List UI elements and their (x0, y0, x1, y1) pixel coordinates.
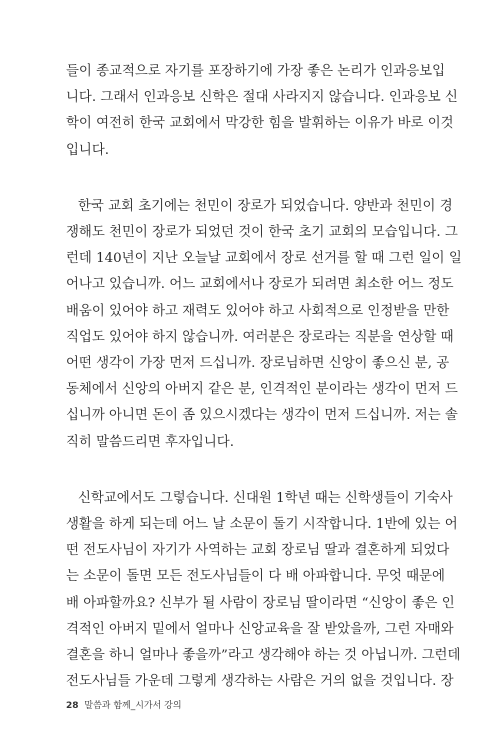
text-line: 직히 말씀드리면 후자입니다. (66, 435, 234, 450)
text-line: 십니까 아니면 돈이 좀 있으시겠다는 생각이 먼저 드십니까. 저는 솔 (66, 408, 458, 423)
text-line: 신학교에서도 그렇습니다. 신대원 1학년 때는 신학생들이 기숙사 (78, 491, 453, 506)
text-line: 쟁해도 천민이 장로가 되었던 것이 한국 초기 교회의 모습입니다. 그 (66, 225, 458, 240)
text-line: 는 소문이 돌면 모든 전도사님들이 다 배 아파합니다. 무엇 때문에 (66, 569, 445, 584)
text-line: 직업도 있어야 하지 않습니까. 여러분은 장로라는 직분을 연상할 때 (66, 330, 454, 345)
text-line: 배 아파할까요? 신부가 될 사람이 장로님 딸이라면 “신앙이 좋은 인 (66, 596, 455, 611)
text-line: 한국 교회 초기에는 천민이 장로가 되었습니다. 양반과 천민이 경 (78, 199, 453, 214)
text-line: 떤 전도사님이 자기가 사역하는 교회 장로님 딸과 결혼하게 되었다 (66, 543, 450, 558)
page-footer (66, 699, 182, 713)
page-number: 28 (66, 701, 79, 711)
text-line: 배움이 있어야 하고 재력도 있어야 하고 사회적으로 인정받을 만한 (66, 304, 450, 319)
text-line: 학이 여전히 한국 교회에서 막강한 힘을 발휘하는 이유가 바로 이것 (66, 116, 454, 131)
text-line: 입니다. (66, 143, 110, 158)
running-title: 말씀과 함께_시가서 강의 (84, 701, 182, 711)
text-line: 전도사님들 가운데 그렇게 생각하는 사람은 거의 없을 것입니다. 장 (66, 674, 454, 689)
text-line: 결혼을 하니 얼마나 좋을까”라고 생각해야 하는 것 아닙니까. 그런데 (66, 648, 461, 663)
text-line: 니다. 그래서 인과응보 신학은 절대 사라지지 않습니다. 인과응보 신 (66, 90, 458, 105)
text-line: 들이 종교적으로 자기를 포장하기에 가장 좋은 논리가 인과응보입 (66, 64, 446, 79)
text-line: 어나고 있습니까. 어느 교회에서나 장로가 되려면 최소한 어느 정도 (66, 277, 454, 292)
text-line: 런데 140년이 지난 오늘날 교회에서 장로 선거를 할 때 그런 일이 일 (66, 251, 462, 266)
text-line: 동체에서 신앙의 아버지 같은 분, 인격적인 분이라는 생각이 먼저 드 (66, 382, 458, 397)
text-line: 격적인 아버지 밑에서 얼마나 신앙교육을 잘 받았을까, 그런 자매와 (66, 622, 454, 637)
text-line: 어떤 생각이 가장 먼저 드십니까. 장로님하면 신앙이 좋으신 분, 공 (66, 356, 450, 371)
text-line: 생활을 하게 되는데 어느 날 소문이 돌기 시작합니다. 1반에 있는 어 (66, 517, 458, 532)
